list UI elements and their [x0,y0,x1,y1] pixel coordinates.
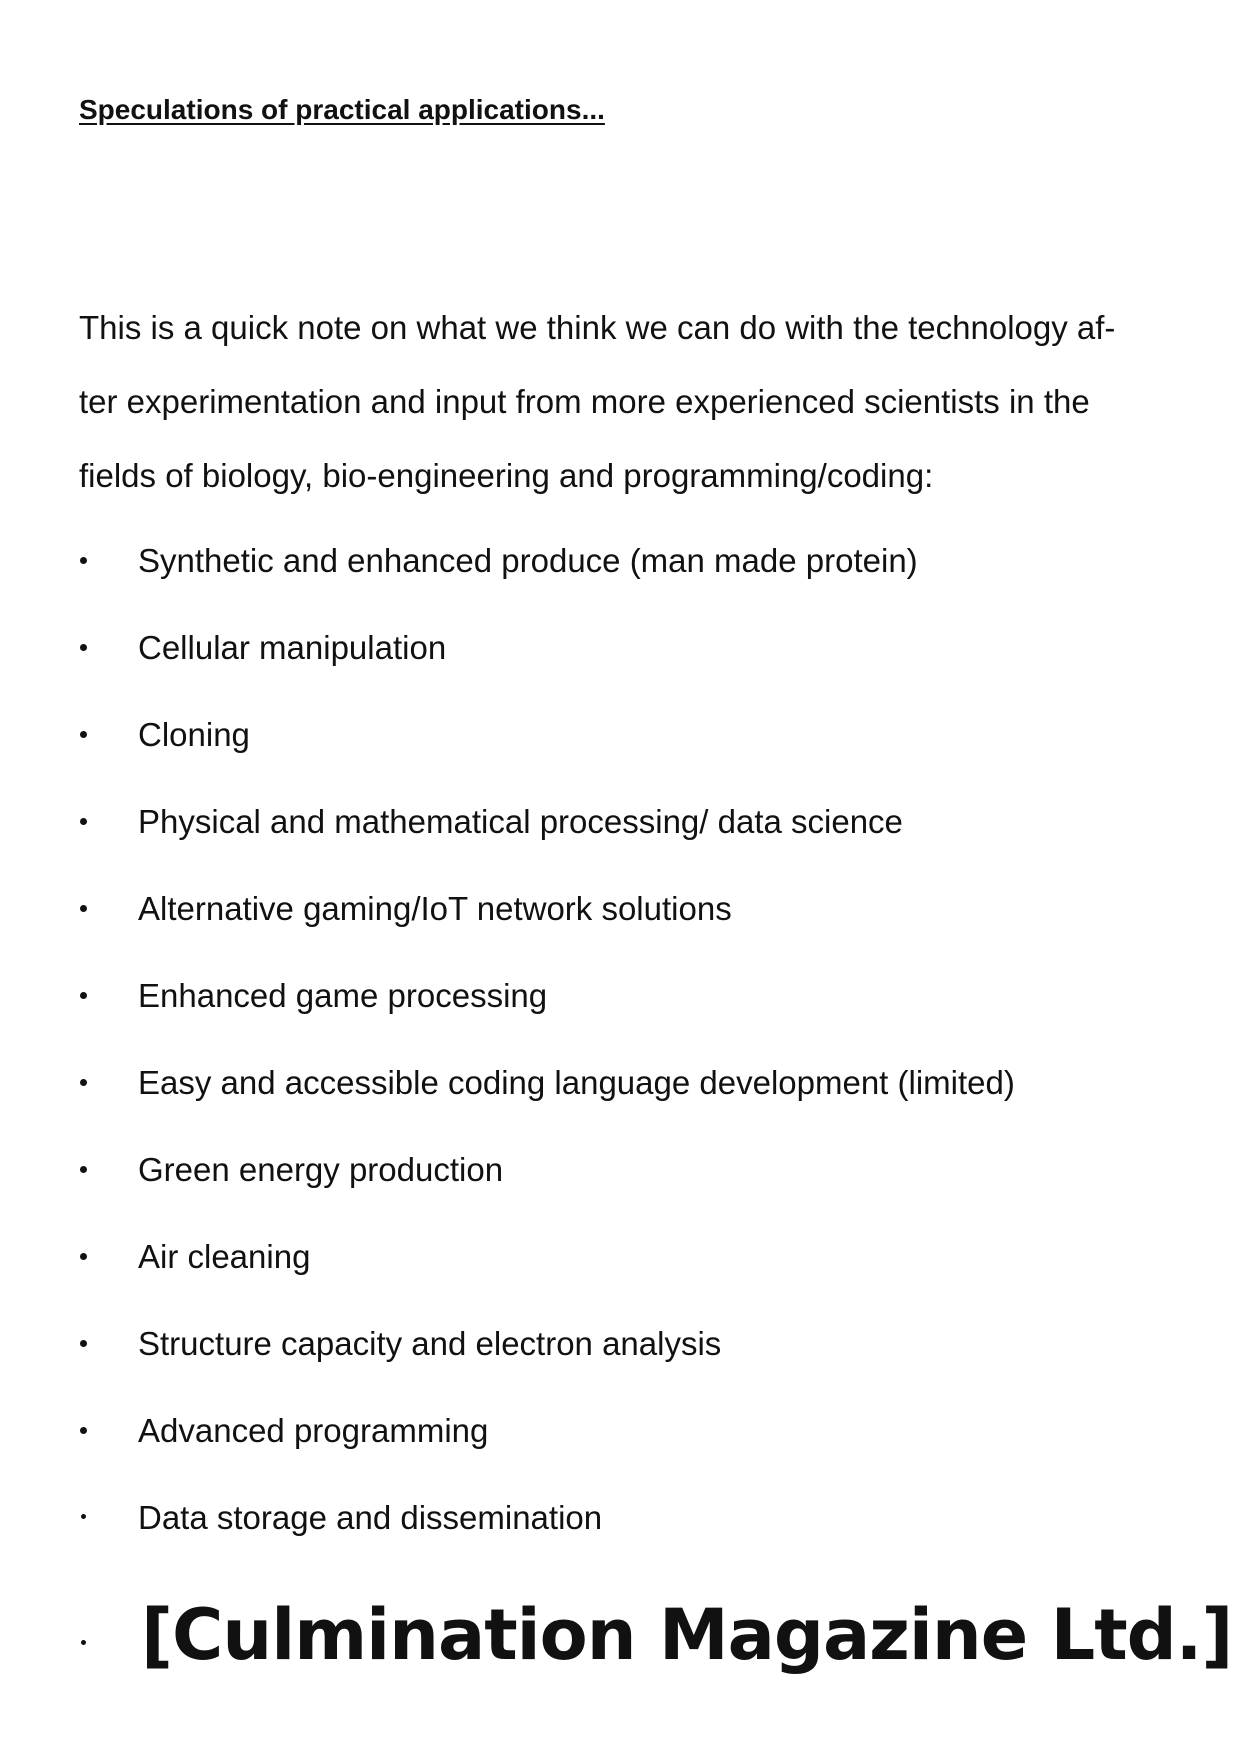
list-item [0,1403,1240,1463]
bullet-icon [80,992,87,999]
bullet-icon [80,1166,87,1173]
intro-line: fields of biology, bio-engineering and programming/coding: [79,457,934,494]
bullet-icon [81,1640,86,1645]
list-item-text: Synthetic and enhanced produce (man made protein) [138,542,918,579]
list-item-text: Structure capacity and electron analysis [138,1325,722,1362]
bullet-icon [80,1079,87,1086]
list-item [0,1142,1240,1202]
intro-line: This is a quick note on what we think we can do with the technology af- [79,309,1116,346]
bullet-icon [80,1427,87,1434]
bullet-icon [80,1253,87,1260]
bullet-icon [80,1340,87,1347]
bullet-icon [80,557,87,564]
bullet-icon [80,644,87,651]
list-item [0,620,1240,680]
list-item-text: Physical and mathematical processing/ data science [138,803,903,840]
bullet-icon [80,905,87,912]
bullet-icon [80,731,87,738]
bullet-icon [81,1514,86,1519]
section-heading: Speculations of practical applications... [79,94,605,125]
list-item-text: Alternative gaming/IoT network solutions [138,890,732,927]
intro-line: ter experimentation and input from more experienced scientists in the [79,383,1090,420]
list-item [0,1055,1240,1115]
list-item-text: Data storage and dissemination [138,1499,603,1536]
list-item-text: Green energy production [138,1151,504,1188]
list-item-text: Cellular manipulation [138,629,447,666]
list-item-text: Enhanced game processing [138,977,548,1014]
list-item [0,1229,1240,1289]
bullet-icon [80,818,87,825]
list-item [0,881,1240,941]
list-item [0,707,1240,767]
list-item [0,794,1240,854]
list-item [0,1316,1240,1376]
list-item-text: Easy and accessible coding language development (limited) [138,1064,1015,1101]
list-item-text: Cloning [138,716,250,753]
footer-logo-row [0,1585,1240,1695]
list-item [0,1490,1240,1550]
magazine-logo: [Culmination Magazine Ltd.] [141,1594,1233,1676]
list-item [0,968,1240,1028]
list-item-text: Air cleaning [138,1238,311,1275]
list-item-text: Advanced programming [138,1412,489,1449]
list-item [0,533,1240,593]
